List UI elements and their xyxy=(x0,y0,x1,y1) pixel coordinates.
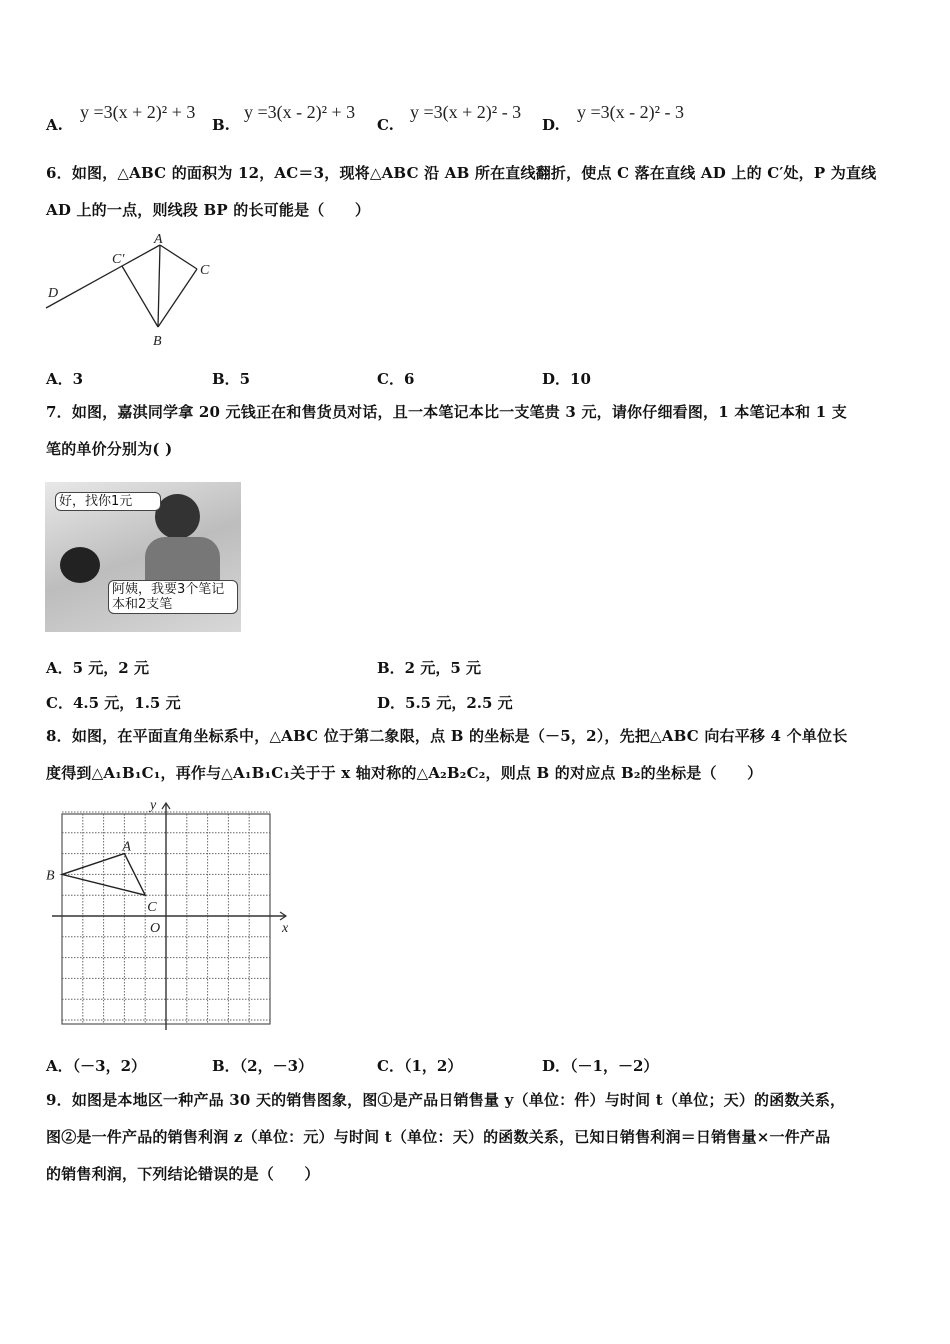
q8-text-line2: 度得到△A₁B₁C₁，再作与△A₁B₁C₁关于于 x 轴对称的△A₂B₂C₂，则点 B 的对应点 B₂的坐标是（ ） xyxy=(46,764,763,782)
q6-triangle-figure xyxy=(40,228,230,353)
label-c: C xyxy=(147,900,157,916)
q5-option-c-formula: y =3(x + 2)² - 3 xyxy=(410,102,522,122)
label-b: B xyxy=(46,868,55,884)
q5-option-a-label: A. xyxy=(46,116,63,134)
q6-option-a: A．3 xyxy=(46,370,84,388)
child-head-icon xyxy=(60,547,100,583)
label-c: C xyxy=(200,263,210,278)
q9-text-line2: 图②是一件产品的销售利润 z（单位：元）与时间 t（单位：天）的函数关系，已知日销售利润＝日销售量×一件产品 xyxy=(46,1128,831,1146)
q9-text-line3: 的销售利润，下列结论错误的是（ ） xyxy=(46,1165,320,1183)
q5-option-a-formula: y =3(x + 2)² + 3 xyxy=(80,102,196,122)
q8-option-d: D．（－1，－2） xyxy=(542,1057,659,1075)
q7-option-c: C．4.5 元，1.5 元 xyxy=(46,694,181,712)
q6-option-c: C．6 xyxy=(377,370,415,388)
label-a: A xyxy=(122,839,131,855)
q8-option-a: A．（－3，2） xyxy=(46,1057,147,1075)
q7-text-line2: 笔的单价分别为( ) xyxy=(46,440,173,458)
q6-text-line1: 6．如图，△ABC 的面积为 12，AC＝3，现将△ABC 沿 AB 所在直线翻折，使点 C 落在直线 AD 上的 C′处，P 为直线 xyxy=(46,164,877,182)
label-a: A xyxy=(154,232,163,247)
q7-option-b: B．2 元，5 元 xyxy=(377,659,481,677)
q6-option-b: B．5 xyxy=(212,370,251,388)
speech-bubble-child: 阿姨，我要3个笔记本和2支笔 xyxy=(108,580,238,614)
q7-option-d: D．5.5 元，2.5 元 xyxy=(377,694,513,712)
q5-option-b-label: B. xyxy=(212,116,230,134)
q6-option-d: D．10 xyxy=(542,370,591,388)
q5-option-d-formula: y =3(x - 2)² - 3 xyxy=(577,102,685,122)
q6-text-line2: AD 上的一点，则线段 BP 的长可能是（ ） xyxy=(46,201,371,219)
q9-text-line1: 9．如图是本地区一种产品 30 天的销售图象，图①是产品日销售量 y（单位：件）与时间 t（单位；天）的函数关系， xyxy=(46,1091,846,1109)
label-x: x xyxy=(282,921,289,936)
label-b: B xyxy=(153,334,162,349)
q8-coordinate-grid xyxy=(40,795,300,1035)
q5-option-d-label: D. xyxy=(542,116,560,134)
q5-option-c-label: C. xyxy=(377,116,394,134)
q7-option-a: A．5 元，2 元 xyxy=(46,659,149,677)
q8-option-c: C．（1，2） xyxy=(377,1057,463,1075)
label-d: D xyxy=(48,286,59,301)
speech-bubble-clerk: 好，找你1元 xyxy=(55,492,161,511)
label-y: y xyxy=(150,798,157,813)
q7-text-line1: 7．如图，嘉淇同学拿 20 元钱正在和售货员对话，且一本笔记本比一支笔贵 3 元，请你仔细看图，1 本笔记本和 1 支 xyxy=(46,403,847,421)
label-c-prime: C′ xyxy=(112,252,125,267)
q8-text-line1: 8．如图，在平面直角坐标系中，△ABC 位于第二象限，点 B 的坐标是（－5，2），先把△ABC 向右平移 4 个单位长 xyxy=(46,727,848,745)
clerk-head-icon xyxy=(155,494,200,539)
q8-option-b: B．（2，－3） xyxy=(212,1057,314,1075)
q5-option-b-formula: y =3(x - 2)² + 3 xyxy=(244,102,356,122)
q7-cartoon-image xyxy=(45,482,241,632)
label-origin: O xyxy=(150,921,161,936)
